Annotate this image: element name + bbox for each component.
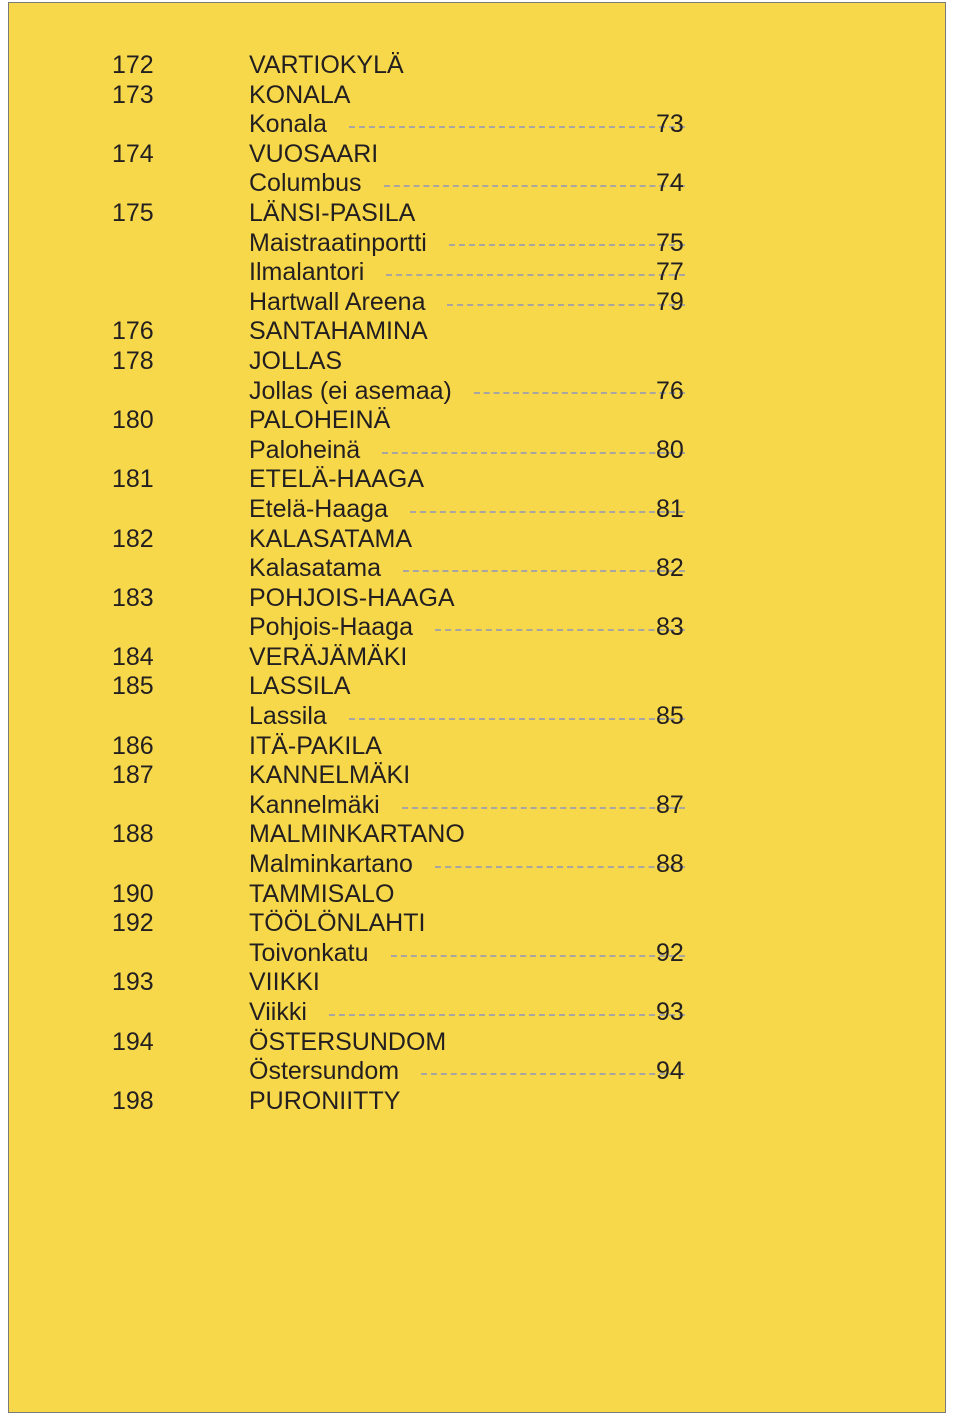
location-entry — [249, 850, 685, 880]
dotted-leader — [349, 126, 685, 128]
location-entry — [249, 229, 685, 259]
page-number: 79 — [656, 287, 684, 316]
area-name: KANNELMÄKI — [249, 761, 411, 790]
area-name: SANTAHAMINA — [249, 317, 428, 346]
area-name: ÖSTERSUNDOM — [249, 1027, 447, 1056]
page-number: 83 — [656, 613, 684, 642]
area-row — [9, 909, 945, 939]
dotted-leader — [402, 807, 685, 809]
location-name: Etelä-Haaga — [249, 494, 388, 523]
page-number: 73 — [656, 110, 684, 139]
page-number: 74 — [656, 169, 684, 198]
page-number: 85 — [656, 702, 684, 731]
location-name: Ilmalantori — [249, 258, 365, 287]
page-number: 94 — [656, 1057, 684, 1086]
area-name: ETELÄ-HAAGA — [249, 465, 425, 494]
area-number: 183 — [112, 583, 154, 612]
area-name: LASSILA — [249, 672, 351, 701]
area-row — [9, 968, 945, 998]
index-page — [8, 2, 946, 1413]
location-name: Columbus — [249, 169, 362, 198]
area-row — [9, 584, 945, 614]
location-entry — [249, 258, 685, 288]
area-row — [9, 406, 945, 436]
area-number: 174 — [112, 139, 154, 168]
page-number: 87 — [656, 790, 684, 819]
area-row — [9, 317, 945, 347]
location-entry — [249, 436, 685, 466]
location-entry — [249, 613, 685, 643]
area-number: 182 — [112, 524, 154, 553]
area-row — [9, 880, 945, 910]
location-name: Konala — [249, 110, 327, 139]
location-name: Jollas (ei asemaa) — [249, 376, 452, 405]
location-row — [9, 998, 945, 1028]
location-name: Malminkartano — [249, 850, 413, 879]
location-row — [9, 288, 945, 318]
dotted-leader — [403, 570, 685, 572]
area-number: 192 — [112, 909, 154, 938]
dotted-leader — [435, 629, 685, 631]
page-number: 77 — [656, 258, 684, 287]
area-row — [9, 732, 945, 762]
dotted-leader — [384, 185, 685, 187]
area-number: 181 — [112, 465, 154, 494]
page-number: 81 — [656, 494, 684, 523]
location-row — [9, 377, 945, 407]
location-row — [9, 436, 945, 466]
area-row — [9, 347, 945, 377]
dotted-leader — [474, 392, 685, 394]
area-name: PURONIITTY — [249, 1086, 401, 1115]
area-row — [9, 51, 945, 81]
location-name: Toivonkatu — [249, 938, 369, 967]
dotted-leader — [435, 866, 685, 868]
area-number: 172 — [112, 51, 154, 79]
location-row — [9, 791, 945, 821]
area-number: 178 — [112, 346, 154, 375]
area-row — [9, 672, 945, 702]
area-number: 185 — [112, 672, 154, 701]
location-name: Lassila — [249, 702, 327, 731]
location-name: Hartwall Areena — [249, 287, 426, 316]
location-entry — [249, 288, 685, 318]
area-name: VERÄJÄMÄKI — [249, 642, 408, 671]
area-name: PALOHEINÄ — [249, 406, 391, 435]
area-number: 198 — [112, 1086, 154, 1115]
area-number: 186 — [112, 731, 154, 760]
area-number: 187 — [112, 761, 154, 790]
location-row — [9, 229, 945, 259]
dotted-leader — [386, 274, 685, 276]
location-row — [9, 1057, 945, 1087]
location-row — [9, 613, 945, 643]
location-row — [9, 258, 945, 288]
dotted-leader — [329, 1014, 685, 1016]
area-number: 190 — [112, 879, 154, 908]
area-number: 176 — [112, 317, 154, 346]
area-row — [9, 81, 945, 111]
dotted-leader — [449, 244, 685, 246]
area-row — [9, 525, 945, 555]
dotted-leader — [349, 718, 685, 720]
location-name: Paloheinä — [249, 435, 361, 464]
location-row — [9, 850, 945, 880]
area-row — [9, 199, 945, 229]
page-number: 92 — [656, 938, 684, 967]
location-name: Östersundom — [249, 1057, 400, 1086]
location-row — [9, 554, 945, 584]
location-row — [9, 110, 945, 140]
page-number: 88 — [656, 850, 684, 879]
index-list — [9, 51, 945, 1116]
dotted-leader — [447, 304, 685, 306]
location-entry — [249, 998, 685, 1028]
area-number: 193 — [112, 968, 154, 997]
area-row — [9, 1087, 945, 1117]
location-entry — [249, 110, 685, 140]
area-name: TAMMISALO — [249, 879, 395, 908]
location-name: Kalasatama — [249, 554, 382, 583]
location-name: Viikki — [249, 998, 307, 1026]
area-row — [9, 465, 945, 495]
area-name: VIIKKI — [249, 968, 320, 997]
location-row — [9, 169, 945, 199]
area-number: 188 — [112, 820, 154, 849]
area-row — [9, 820, 945, 850]
area-name: JOLLAS — [249, 346, 343, 375]
dotted-leader — [410, 511, 685, 513]
location-name: Maistraatinportti — [249, 228, 427, 257]
area-row — [9, 761, 945, 791]
area-name: MALMINKARTANO — [249, 820, 465, 849]
area-number: 194 — [112, 1027, 154, 1056]
location-row — [9, 939, 945, 969]
area-name: LÄNSI-PASILA — [249, 198, 416, 227]
area-number: 173 — [112, 80, 154, 109]
location-name: Kannelmäki — [249, 790, 380, 819]
location-entry — [249, 702, 685, 732]
area-name: POHJOIS-HAAGA — [249, 583, 455, 612]
location-entry — [249, 939, 685, 969]
area-name: VUOSAARI — [249, 139, 379, 168]
location-entry — [249, 554, 685, 584]
area-number: 184 — [112, 642, 154, 671]
location-row — [9, 495, 945, 525]
page-number: 93 — [656, 998, 684, 1026]
location-entry — [249, 377, 685, 407]
location-entry — [249, 791, 685, 821]
area-row — [9, 140, 945, 170]
dotted-leader — [421, 1073, 685, 1075]
area-name: KONALA — [249, 80, 351, 109]
location-entry — [249, 495, 685, 525]
area-number: 180 — [112, 406, 154, 435]
location-entry — [249, 1057, 685, 1087]
location-name: Pohjois-Haaga — [249, 613, 413, 642]
area-name: TÖÖLÖNLAHTI — [249, 909, 426, 938]
area-number: 175 — [112, 198, 154, 227]
area-name: VARTIOKYLÄ — [249, 51, 404, 79]
page-number: 80 — [656, 435, 684, 464]
area-name: KALASATAMA — [249, 524, 413, 553]
location-entry — [249, 169, 685, 199]
page-number: 75 — [656, 228, 684, 257]
page-number: 76 — [656, 376, 684, 405]
dotted-leader — [391, 955, 685, 957]
page-number: 82 — [656, 554, 684, 583]
area-name: ITÄ-PAKILA — [249, 731, 382, 760]
location-row — [9, 702, 945, 732]
area-row — [9, 643, 945, 673]
area-row — [9, 1028, 945, 1058]
dotted-leader — [382, 452, 685, 454]
